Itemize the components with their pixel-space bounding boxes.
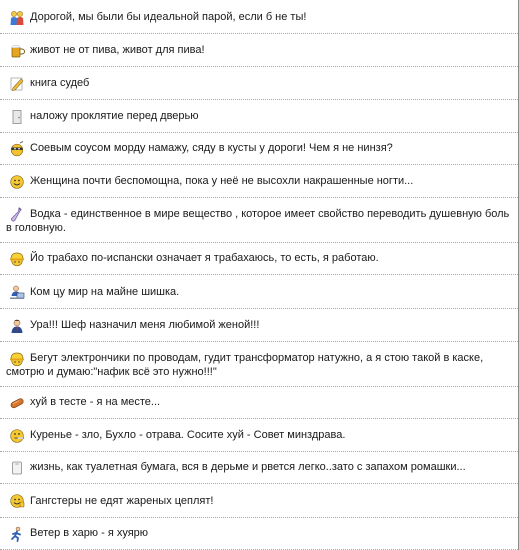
status-item[interactable]	[0, 0, 518, 34]
status-item[interactable]	[0, 387, 518, 419]
status-text: Куренье - зло, Бухло - отрава. Сосите хуй - Совет минздрава.	[30, 429, 346, 441]
status-item[interactable]	[0, 165, 518, 198]
pencil-note-icon	[9, 76, 25, 92]
status-text: Водка - единственное в мире вещество , которое имеет свойство переводить душевную боль в головную.	[6, 208, 510, 234]
status-item[interactable]	[0, 67, 518, 100]
status-text: хуй в тесте - я на месте...	[30, 396, 161, 408]
hardhat-icon	[9, 251, 25, 267]
couple-icon	[9, 10, 25, 26]
status-text: Йо трабахо по-испански означает я трабахаюсь, то есть, я работаю.	[30, 252, 379, 264]
status-text: Женщина почти беспомощна, пока у неё не высохли накрашенные ногти...	[30, 175, 414, 187]
status-item[interactable]	[0, 275, 518, 309]
status-item[interactable]	[0, 34, 518, 67]
computer-user-icon	[9, 284, 25, 300]
runner-icon	[9, 526, 25, 542]
boss-icon	[9, 318, 25, 334]
status-item[interactable]	[0, 342, 518, 387]
status-text: книга судеб	[30, 77, 90, 89]
beer-mug-icon	[9, 43, 25, 59]
smiley-icon	[9, 174, 25, 190]
status-text: наложу проклятие перед дверью	[30, 110, 199, 122]
status-text: Соевым соусом морду намажу, сяду в кусты у дороги! Чем я не нинзя?	[30, 142, 393, 154]
status-text: Ком цу мир на майне шишка.	[30, 286, 180, 298]
status-text: Гангстеры не едят жареных цеплят!	[30, 495, 214, 507]
sausage-icon	[9, 395, 25, 411]
status-text: Бегут электрончики по проводам, гудит трансформатор натужно, а я стою такой в каске, смотрю и думаю:"нафик всё это нужно!!!"	[6, 352, 484, 378]
status-item[interactable]	[0, 198, 518, 243]
status-text: Ветер в харю - я хуярю	[30, 527, 149, 539]
status-item[interactable]	[0, 484, 518, 518]
thumbs-up-smiley-icon	[9, 493, 25, 509]
status-item[interactable]	[0, 243, 518, 275]
status-text: живот не от пива, живот для пива!	[30, 44, 205, 56]
status-item[interactable]	[0, 452, 518, 484]
status-item[interactable]	[0, 133, 518, 165]
smoker-smiley-icon	[9, 428, 25, 444]
status-text: Ура!!! Шеф назначил меня любимой женой!!!	[30, 319, 260, 331]
status-item[interactable]	[0, 100, 518, 133]
status-text: жизнь, как туалетная бумага, вся в дерьме и рвется легко..зато с запахом ромашки...	[30, 461, 466, 473]
status-item[interactable]	[0, 309, 518, 342]
status-item[interactable]	[0, 419, 518, 452]
toilet-paper-icon	[9, 460, 25, 476]
door-icon	[9, 109, 25, 125]
status-text: Дорогой, мы были бы идеальной парой, если б не ты!	[30, 11, 307, 23]
ninja-smiley-icon	[9, 141, 25, 157]
status-item[interactable]	[0, 518, 518, 550]
